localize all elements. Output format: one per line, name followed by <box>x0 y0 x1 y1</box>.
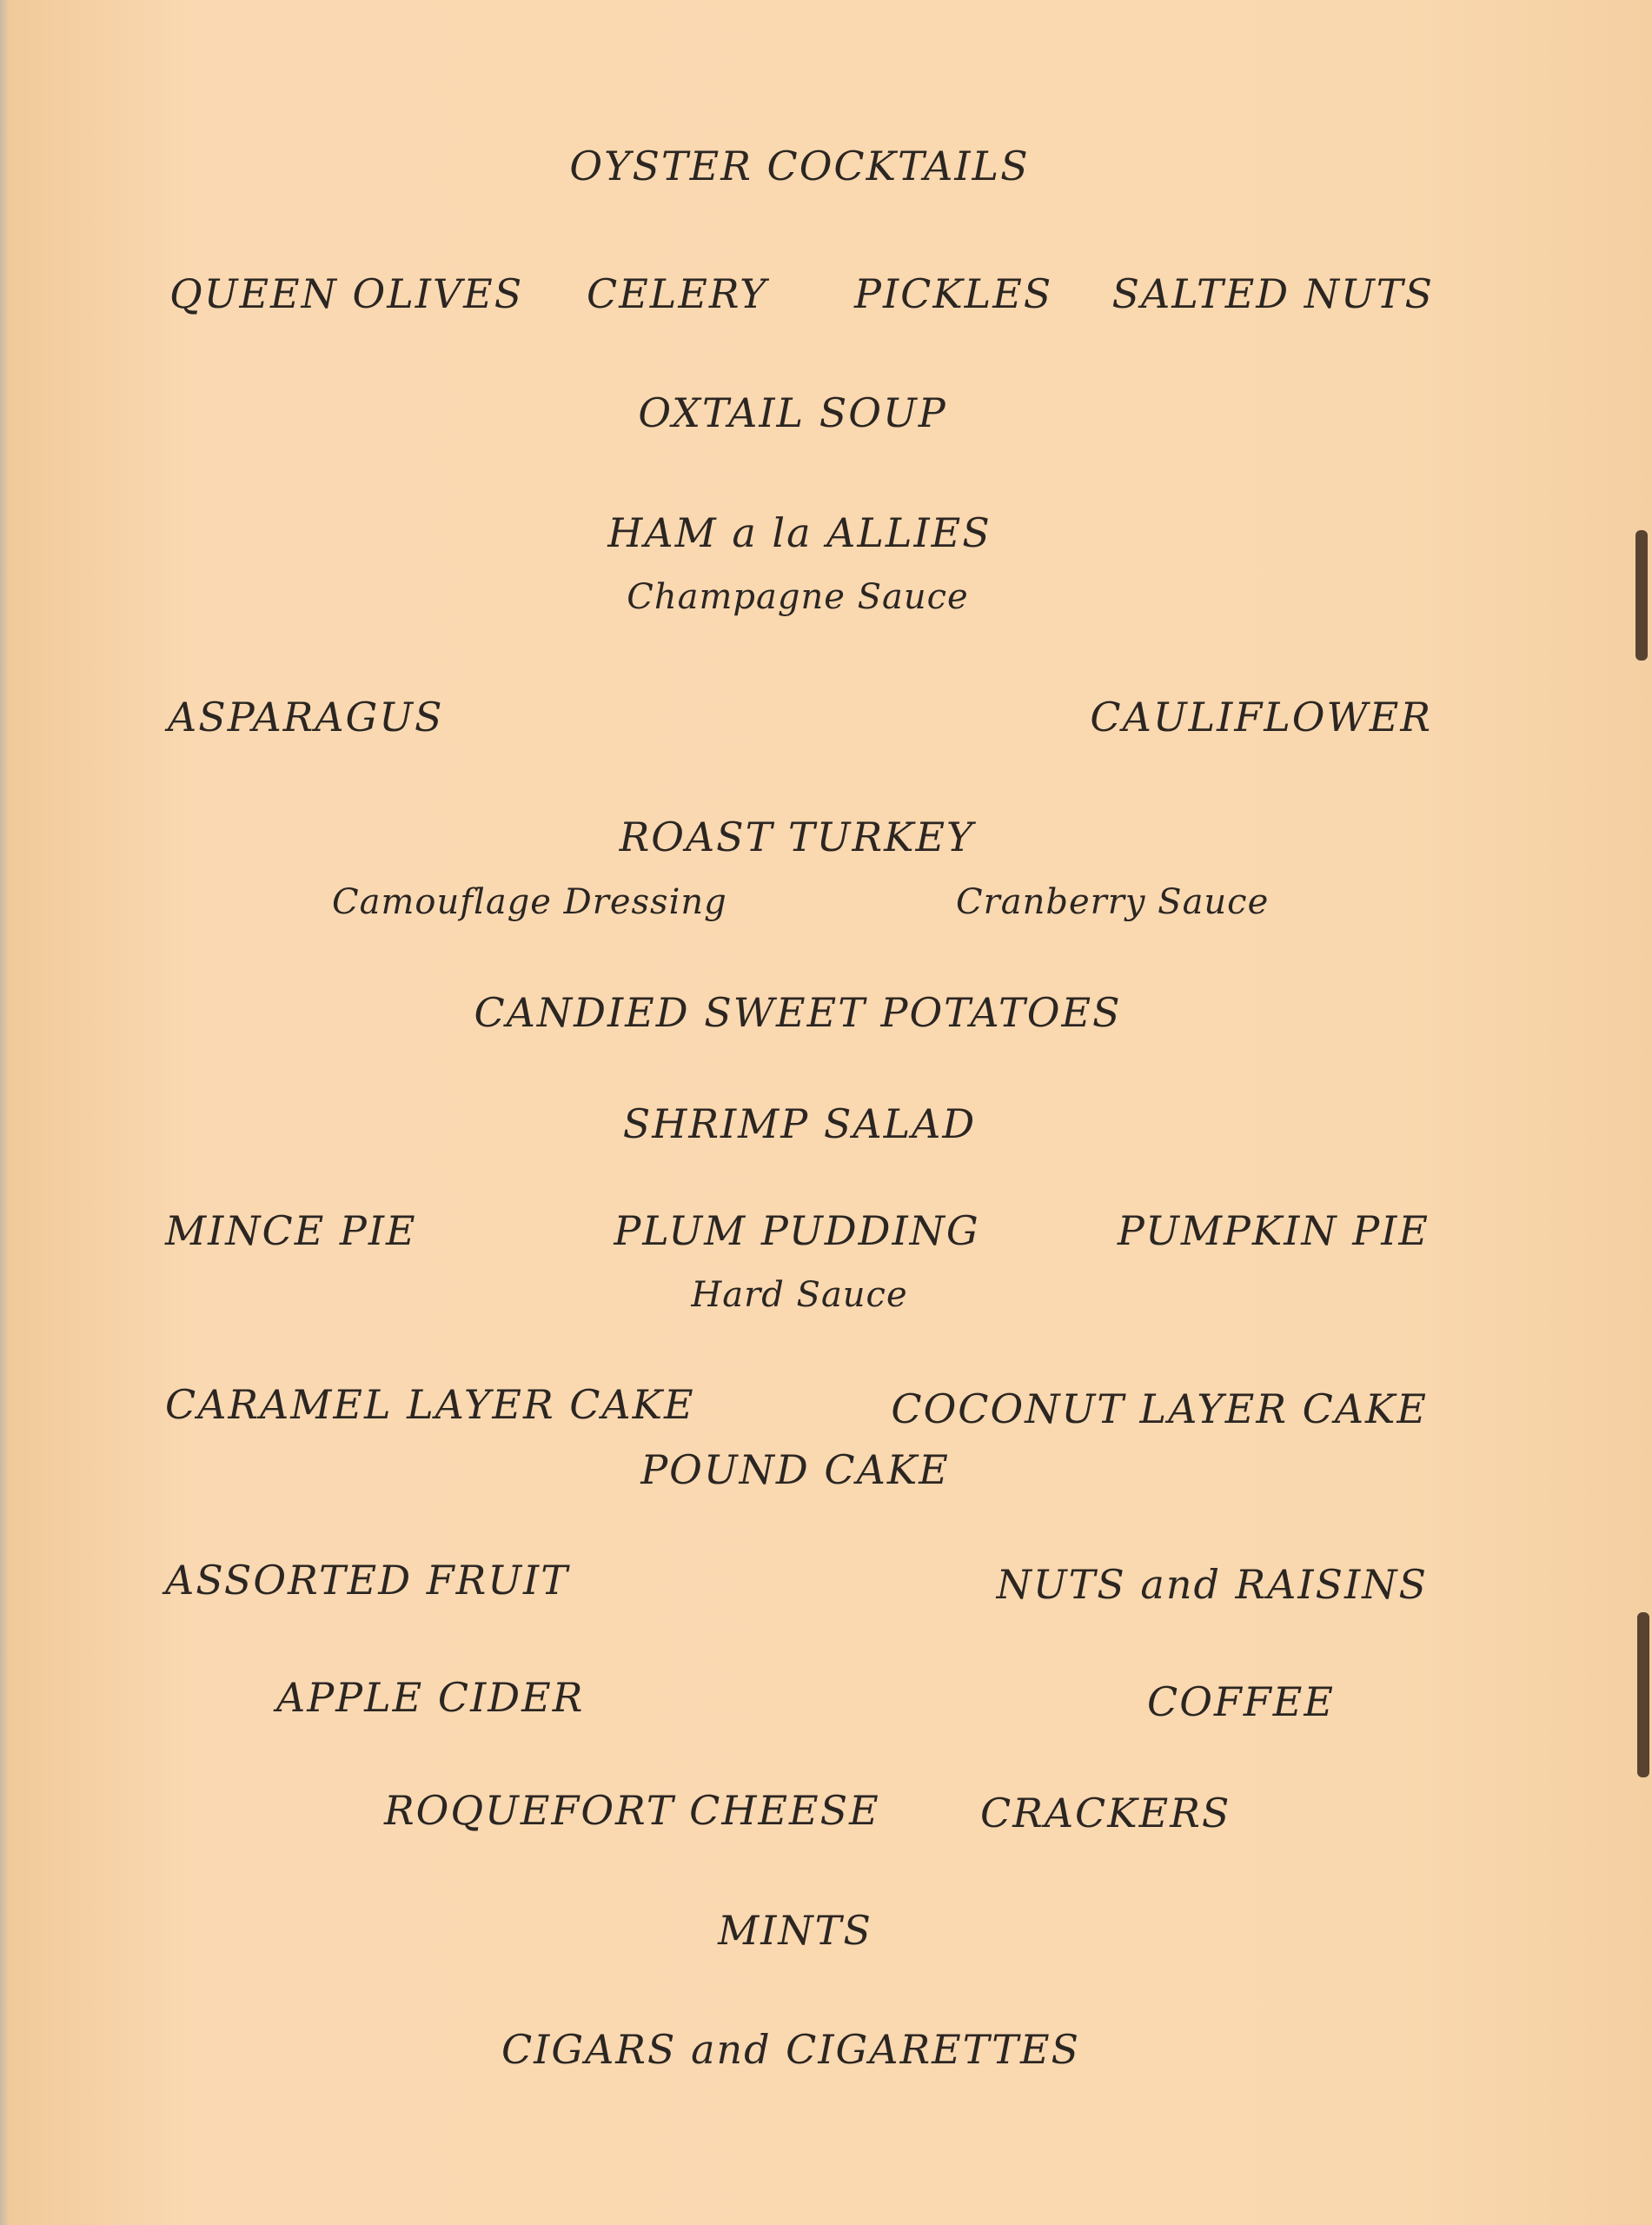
menu-item-camouflage-dressing: Camouflage Dressing <box>332 882 727 922</box>
page-edge <box>0 0 9 2225</box>
menu-item-shrimp-salad: SHRIMP SALAD <box>622 1100 977 1147</box>
menu-item-champagne-sauce: Champagne Sauce <box>627 577 969 617</box>
menu-item-apple-cider: APPLE CIDER <box>276 1674 585 1721</box>
menu-item-roquefort-cheese: ROQUEFORT CHEESE <box>384 1787 880 1834</box>
menu-item-cigars-and-cigarettes: CIGARS and CIGARETTES <box>501 2026 1081 2073</box>
menu-item-ham: HAM a la ALLIES <box>607 509 992 556</box>
menu-item-nuts-and-raisins: NUTS and RAISINS <box>996 1561 1428 1608</box>
menu-item-celery: CELERY <box>587 270 768 317</box>
menu-item-pound-cake: POUND CAKE <box>640 1446 950 1493</box>
menu-item-coconut-layer-cake: COCONUT LAYER CAKE <box>891 1385 1428 1432</box>
menu-item-pickles: PICKLES <box>854 270 1053 317</box>
binding-hole-bottom <box>1637 1612 1649 1777</box>
menu-item-queen-olives: QUEEN OLIVES <box>169 270 524 317</box>
menu-item-pumpkin-pie: PUMPKIN PIE <box>1117 1207 1430 1254</box>
menu-item-oyster-cocktails: OYSTER COCKTAILS <box>569 143 1030 189</box>
menu-item-mince-pie: MINCE PIE <box>165 1207 417 1254</box>
menu-item-roast-turkey: ROAST TURKEY <box>619 814 975 860</box>
menu-item-coffee: COFFEE <box>1147 1678 1335 1725</box>
menu-item-oxtail-soup: OXTAIL SOUP <box>638 389 947 436</box>
menu-item-plum-pudding: PLUM PUDDING <box>614 1207 980 1254</box>
menu-item-candied-sweet-potatoes: CANDIED SWEET POTATOES <box>474 989 1122 1036</box>
menu-item-salted-nuts: SALTED NUTS <box>1111 270 1434 317</box>
menu-item-caramel-layer-cake: CARAMEL LAYER CAKE <box>165 1381 695 1428</box>
menu-item-crackers: CRACKERS <box>980 1790 1231 1836</box>
menu-item-assorted-fruit: ASSORTED FRUIT <box>165 1557 569 1604</box>
menu-item-asparagus: ASPARAGUS <box>168 694 444 741</box>
binding-hole-top <box>1635 530 1648 661</box>
menu-item-mints: MINTS <box>718 1907 872 1954</box>
menu-item-cauliflower: CAULIFLOWER <box>1090 694 1432 741</box>
menu-item-cranberry-sauce: Cranberry Sauce <box>956 882 1270 922</box>
menu-item-hard-sauce: Hard Sauce <box>691 1275 908 1315</box>
